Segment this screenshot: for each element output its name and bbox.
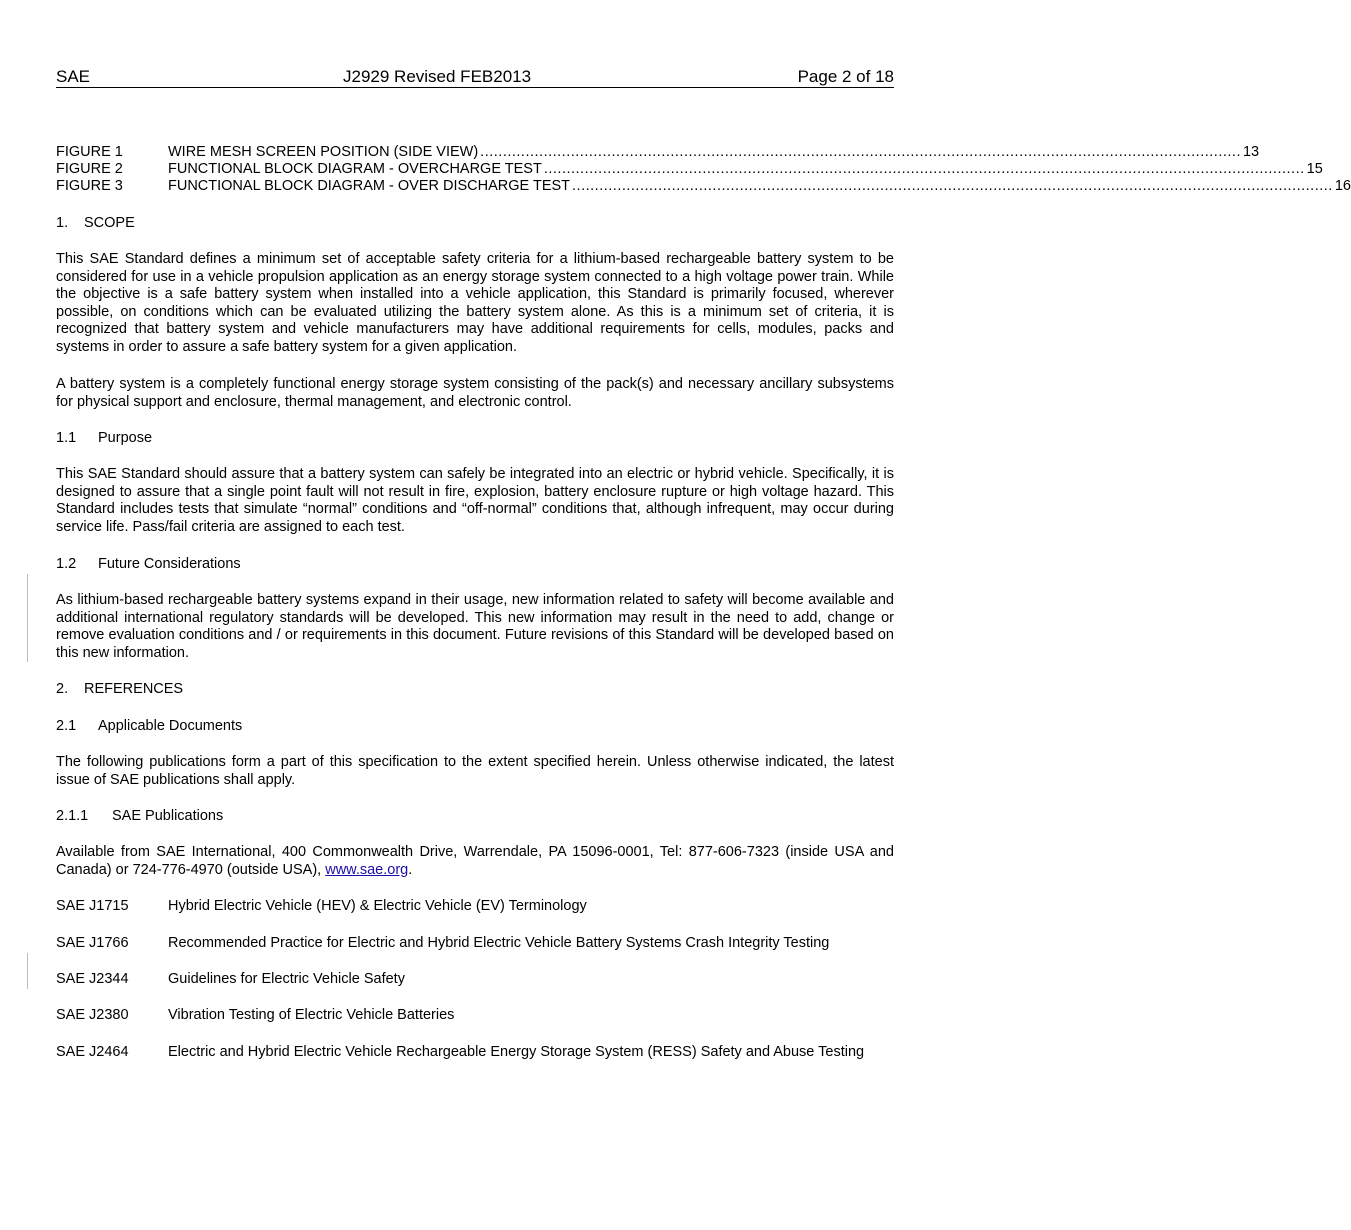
figure-page: 15 xyxy=(1306,161,1323,177)
reference-item xyxy=(56,935,894,953)
reference-code: SAE J2344 xyxy=(56,971,129,987)
section-number: 1.2 xyxy=(56,556,77,572)
section-heading-future xyxy=(56,556,241,573)
section-number: 2.1.1 xyxy=(56,808,89,824)
future-paragraph: As lithium-based rechargeable battery systems expand in their usage, new information related to safety will become available and additional international regulatory standards will be developed. This new information may result in the need to add, change or remove evaluation conditions and / or requirements in this document. Future revisions of this Standard will be developed based on this new information. xyxy=(56,592,894,661)
section-heading-purpose xyxy=(56,430,152,447)
section-title: SAE Publications xyxy=(112,808,224,824)
header-page-number: Page 2 of 18 xyxy=(797,67,894,86)
figure-page: 13 xyxy=(1242,144,1260,160)
figure-label: FIGURE 3 xyxy=(56,178,123,194)
sae-website-link[interactable]: www.sae.org xyxy=(325,861,409,878)
scope-paragraph-2: A battery system is a completely functional energy storage system consisting of the pack(s) and necessary ancillary subsystems for physical support and enclosure, thermal management, and electronic control. xyxy=(56,376,894,410)
figure-title: FUNCTIONAL BLOCK DIAGRAM - OVER DISCHARGE TEST xyxy=(168,178,571,194)
reference-title: Hybrid Electric Vehicle (HEV) & Electric Vehicle (EV) Terminology xyxy=(168,898,587,914)
header-org: SAE xyxy=(56,67,91,86)
figure-label: FIGURE 1 xyxy=(56,144,123,160)
reference-code: SAE J1715 xyxy=(56,898,129,914)
section-title: REFERENCES xyxy=(84,681,184,697)
section-heading-scope xyxy=(56,215,135,232)
purpose-paragraph: This SAE Standard should assure that a battery system can safely be integrated into an electric or hybrid vehicle. Specifically, it is designed to assure that a single point fault will not result in fire, explosion, battery enclosure rupture or high voltage hazard. This Standard includes tests that simulate “normal” conditions and “off-normal” conditions that, although infrequent, may occur during service life. Pass/fail criteria are assigned to each test. xyxy=(56,466,894,535)
reference-code: SAE J2380 xyxy=(56,1007,129,1023)
availability-text: Available from SAE International, 400 Commonwealth Drive, Warrendale, PA 15096-0001, Tel: 877-606-7323 (inside USA and Canada) or 724-776-4970 (outside USA), xyxy=(56,844,894,878)
availability-text-end: . xyxy=(408,861,413,878)
section-number: 2. xyxy=(56,681,69,697)
reference-code: SAE J2464 xyxy=(56,1044,129,1060)
figure-title: WIRE MESH SCREEN POSITION (SIDE VIEW) xyxy=(168,144,479,160)
figure-list-item[interactable] xyxy=(56,161,1323,178)
scope-paragraph-1: This SAE Standard defines a minimum set of acceptable safety criteria for a lithium-based rechargeable battery system to be considered for use in a vehicle propulsion application as an energy storage system connected to a high voltage power train. While the objective is a safe battery system when installed into a vehicle application, this Standard is primarily focused, wherever possible, on conditions which can be evaluated utilizing the battery system alone. As this is a minimum set of criteria, it is recognized that battery system and vehicle manufacturers may have additional requirements for cells, modules, packs and systems in order to assure a safe battery system for a given application. xyxy=(56,251,894,355)
section-number: 1. xyxy=(56,215,69,231)
reference-title: Vibration Testing of Electric Vehicle Batteries xyxy=(168,1007,455,1023)
leader-dots: ........................................................................................................................................................................ xyxy=(572,178,1333,194)
section-title: SCOPE xyxy=(84,215,135,231)
figure-label: FIGURE 2 xyxy=(56,161,123,177)
revision-bar xyxy=(27,574,28,662)
revision-bar xyxy=(27,953,28,989)
sae-publications-paragraph xyxy=(56,844,894,879)
leader-dots: ........................................................................................................................................................................ xyxy=(480,144,1241,160)
section-title: Future Considerations xyxy=(98,556,241,572)
figure-title: FUNCTIONAL BLOCK DIAGRAM - OVERCHARGE TEST xyxy=(168,161,542,177)
figure-page: 16 xyxy=(1334,178,1351,194)
header-doc-id: J2929 Revised FEB2013 xyxy=(343,67,532,86)
section-heading-sae-publications xyxy=(56,808,223,825)
reference-code: SAE J1766 xyxy=(56,935,129,951)
figure-list-item[interactable] xyxy=(56,144,1260,161)
reference-item xyxy=(56,1044,894,1062)
reference-title: Guidelines for Electric Vehicle Safety xyxy=(168,971,405,987)
section-number: 2.1 xyxy=(56,718,77,734)
section-title: Purpose xyxy=(98,430,153,446)
section-number: 1.1 xyxy=(56,430,77,446)
figure-list-item[interactable] xyxy=(56,178,1351,195)
section-heading-references xyxy=(56,681,183,698)
leader-dots: ........................................................................................................................................................................ xyxy=(543,161,1305,177)
reference-title: Recommended Practice for Electric and Hybrid Electric Vehicle Battery Systems Crash Integrity Testing xyxy=(168,935,830,951)
reference-item xyxy=(56,1007,894,1025)
reference-item xyxy=(56,898,894,916)
applicable-paragraph: The following publications form a part of this specification to the extent specified herein. Unless otherwise indicated, the latest issue of SAE publications shall apply. xyxy=(56,754,894,788)
reference-title: Electric and Hybrid Electric Vehicle Rechargeable Energy Storage System (RESS) Safety and Abuse Testing xyxy=(168,1044,865,1060)
reference-item xyxy=(56,971,894,989)
section-heading-applicable xyxy=(56,718,242,735)
page-header xyxy=(56,67,894,88)
section-title: Applicable Documents xyxy=(98,718,243,734)
